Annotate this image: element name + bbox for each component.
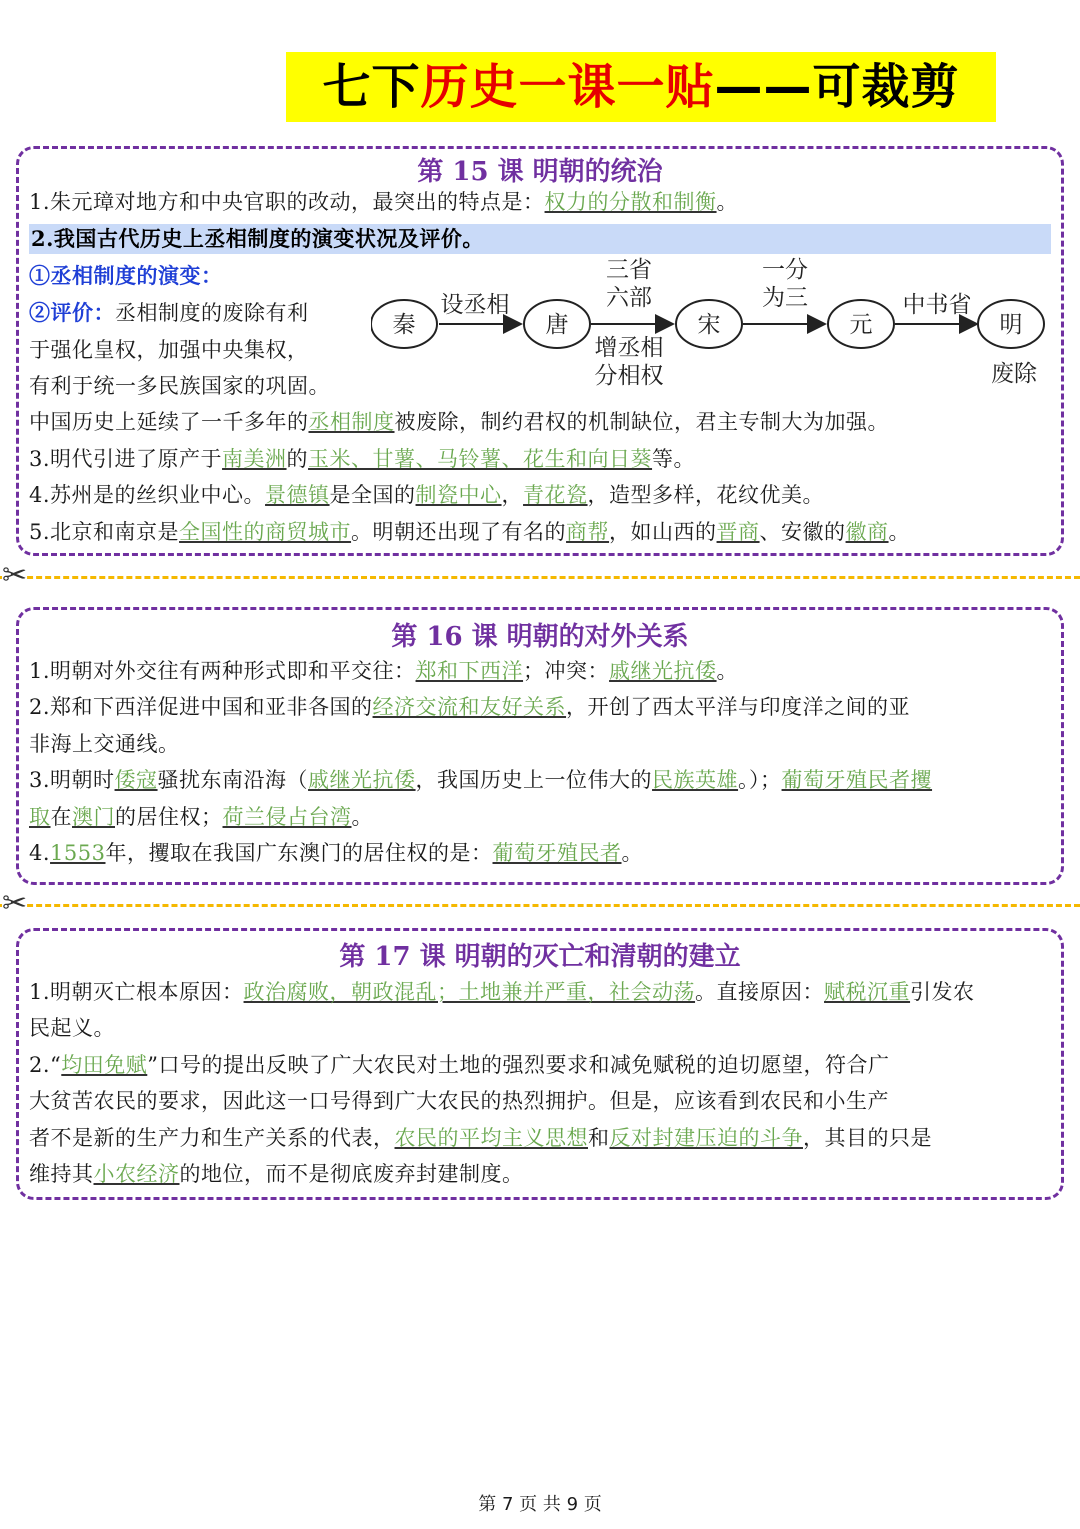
answer: 徽商 [845, 520, 889, 544]
lesson15-line1: 1.朱元璋对地方和中央官职的改动，最突出的特点是：权力的分散和制衡。 [29, 190, 739, 214]
answer: 澳门 [72, 805, 115, 829]
answer: 青花瓷 [523, 483, 588, 507]
scissors-icon: ✂ [2, 558, 28, 593]
answer: 民族英雄 [652, 768, 739, 792]
scissors-icon: ✂ [2, 886, 28, 921]
highlight-heading: 2.我国古代历史上丞相制度的演变状况及评价。 [29, 224, 1051, 254]
edge-label: 中书省 [902, 292, 972, 318]
lesson15-line3: ①丞相制度的演变： [29, 263, 223, 288]
answer: 商帮 [566, 520, 610, 544]
lesson16-title: 第 16 课 明朝的对外关系 [391, 622, 689, 652]
node-label: 唐 [545, 312, 569, 338]
lesson15-card [16, 146, 1064, 556]
answer: 政治腐败，朝政混乱；土地兼并严重，社会动荡 [243, 980, 696, 1004]
node-label: 明 [999, 312, 1023, 338]
answer: 权力的分散和制衡 [544, 190, 717, 214]
answer: 全国性的商贸城市 [179, 520, 352, 544]
node-label: 元 [849, 312, 873, 338]
lesson17-line2: 民起义。 [29, 1016, 115, 1040]
banner-part3: ——可裁剪 [714, 59, 960, 115]
lesson16-line3: 非海上交通线。 [29, 732, 180, 756]
lesson17-title: 第 17 课 明朝的灭亡和清朝的建立 [339, 942, 741, 972]
lesson16-card [16, 607, 1064, 885]
lesson15-line8: 3.明代引进了原产于南美洲的玉米、甘薯、马铃薯、花生和向日葵等。 [29, 447, 696, 471]
edge-label: 三省 [606, 257, 652, 283]
lesson15-line10: 5.北京和南京是全国性的商贸城市。明朝还出现了有名的商帮，如山西的晋商、安徽的徽商。 [29, 520, 911, 544]
lesson16-line2: 2.郑和下西洋促进中国和亚非各国的经济交流和友好关系，开创了西太平洋与印度洋之间的亚 [29, 695, 911, 719]
lesson17-line6: 维持其小农经济的地位，而不是彻底废弃封建制度。 [29, 1162, 524, 1186]
answer: 荷兰侵占台湾 [222, 805, 352, 829]
lesson15-line6: 有利于统一多民族国家的巩固。 [29, 374, 330, 398]
answer: 赋税沉重 [824, 980, 911, 1004]
answer: 戚继光抗倭 [308, 768, 416, 792]
answer: 戚继光抗倭 [609, 659, 717, 683]
lesson15-line4: ②评价：丞相制度的废除有利 [29, 300, 309, 325]
lesson15-title: 第 15 课 明朝的统治 [417, 157, 663, 187]
lesson15-line5: 于强化皇权，加强中央集权， [29, 338, 309, 362]
answer: 葡萄牙殖民者攫 [781, 768, 933, 792]
answer: 丞相制度 [308, 410, 395, 434]
banner-part1: 七下 [322, 59, 421, 115]
edge-label: 设丞相 [440, 292, 510, 318]
lesson16-line4: 3.明朝时倭寇骚扰东南沿海（戚继光抗倭，我国历史上一位伟大的民族英雄。）；葡萄牙殖民者攫 [29, 768, 933, 792]
answer: 倭寇 [114, 768, 158, 792]
cut-line [0, 576, 1080, 579]
answer: 景德镇 [265, 483, 330, 507]
answer: 郑和下西洋 [415, 659, 524, 683]
answer: 葡萄牙殖民者 [492, 841, 622, 865]
node-label: 秦 [392, 312, 416, 338]
lesson17-line1: 1.明朝灭亡根本原因：政治腐败，朝政混乱；土地兼并严重，社会动荡。直接原因：赋税沉重引发农 [29, 980, 975, 1004]
answer: 反对封建压迫的斗争 [609, 1126, 803, 1150]
lesson17-line4: 大贫苦农民的要求，因此这一口号得到广大农民的热烈拥护。但是，应该看到农民和小生产 [29, 1089, 889, 1113]
answer: 经济交流和友好关系 [372, 695, 567, 719]
answer: 农民的平均主义思想 [394, 1126, 588, 1150]
banner-part2: 历史一课一贴 [420, 59, 715, 115]
edge-label: 为三 [762, 285, 808, 311]
answer: 小农经济 [93, 1162, 180, 1186]
lesson15-line2 [29, 224, 1051, 254]
answer: 均田免赋 [61, 1053, 148, 1077]
lesson16-line1: 1.明朝对外交往有两种形式即和平交往：郑和下西洋；冲突：戚继光抗倭。 [29, 659, 739, 683]
answer: 1553 [50, 841, 106, 865]
answer: 制瓷中心 [415, 483, 502, 507]
node-label: 宋 [697, 312, 721, 338]
edge-label: 分相权 [594, 363, 664, 389]
lesson15-line7: 中国历史上延续了一千多年的丞相制度被废除，制约君权的机制缺位，君主专制大为加强。 [29, 410, 889, 434]
edge-label: 一分 [762, 257, 808, 283]
chancellor-evolution-diagram [371, 257, 1080, 407]
lesson16-line6: 4.1553年，攫取在我国广东澳门的居住权的是：葡萄牙殖民者。 [29, 841, 643, 865]
lesson15-line9: 4.苏州是的丝织业中心。景德镇是全国的制瓷中心，青花瓷，造型多样，花纹优美。 [29, 483, 825, 507]
page-number: 第 7 页 共 9 页 [478, 1494, 602, 1515]
lesson17-line5: 者不是新的生产力和生产关系的代表，农民的平均主义思想和反对封建压迫的斗争，其目的只是 [29, 1126, 932, 1150]
page-banner [286, 52, 996, 122]
answer: 晋商 [716, 520, 760, 544]
lesson17-card [16, 928, 1064, 1200]
edge-label: 六部 [606, 285, 652, 311]
answer: 取 [29, 805, 51, 829]
end-label: 废除 [991, 361, 1037, 387]
answer: 南美洲 [222, 447, 287, 471]
lesson17-line3: 2.“均田免赋”口号的提出反映了广大农民对土地的强烈要求和减免赋税的迫切愿望，符合广 [29, 1053, 890, 1077]
answer: 玉米、甘薯、马铃薯、花生和向日葵 [308, 447, 653, 471]
edge-label: 增丞相 [594, 335, 664, 361]
cut-line [0, 904, 1080, 907]
lesson16-line5: 取在澳门的居住权；荷兰侵占台湾。 [29, 805, 373, 829]
